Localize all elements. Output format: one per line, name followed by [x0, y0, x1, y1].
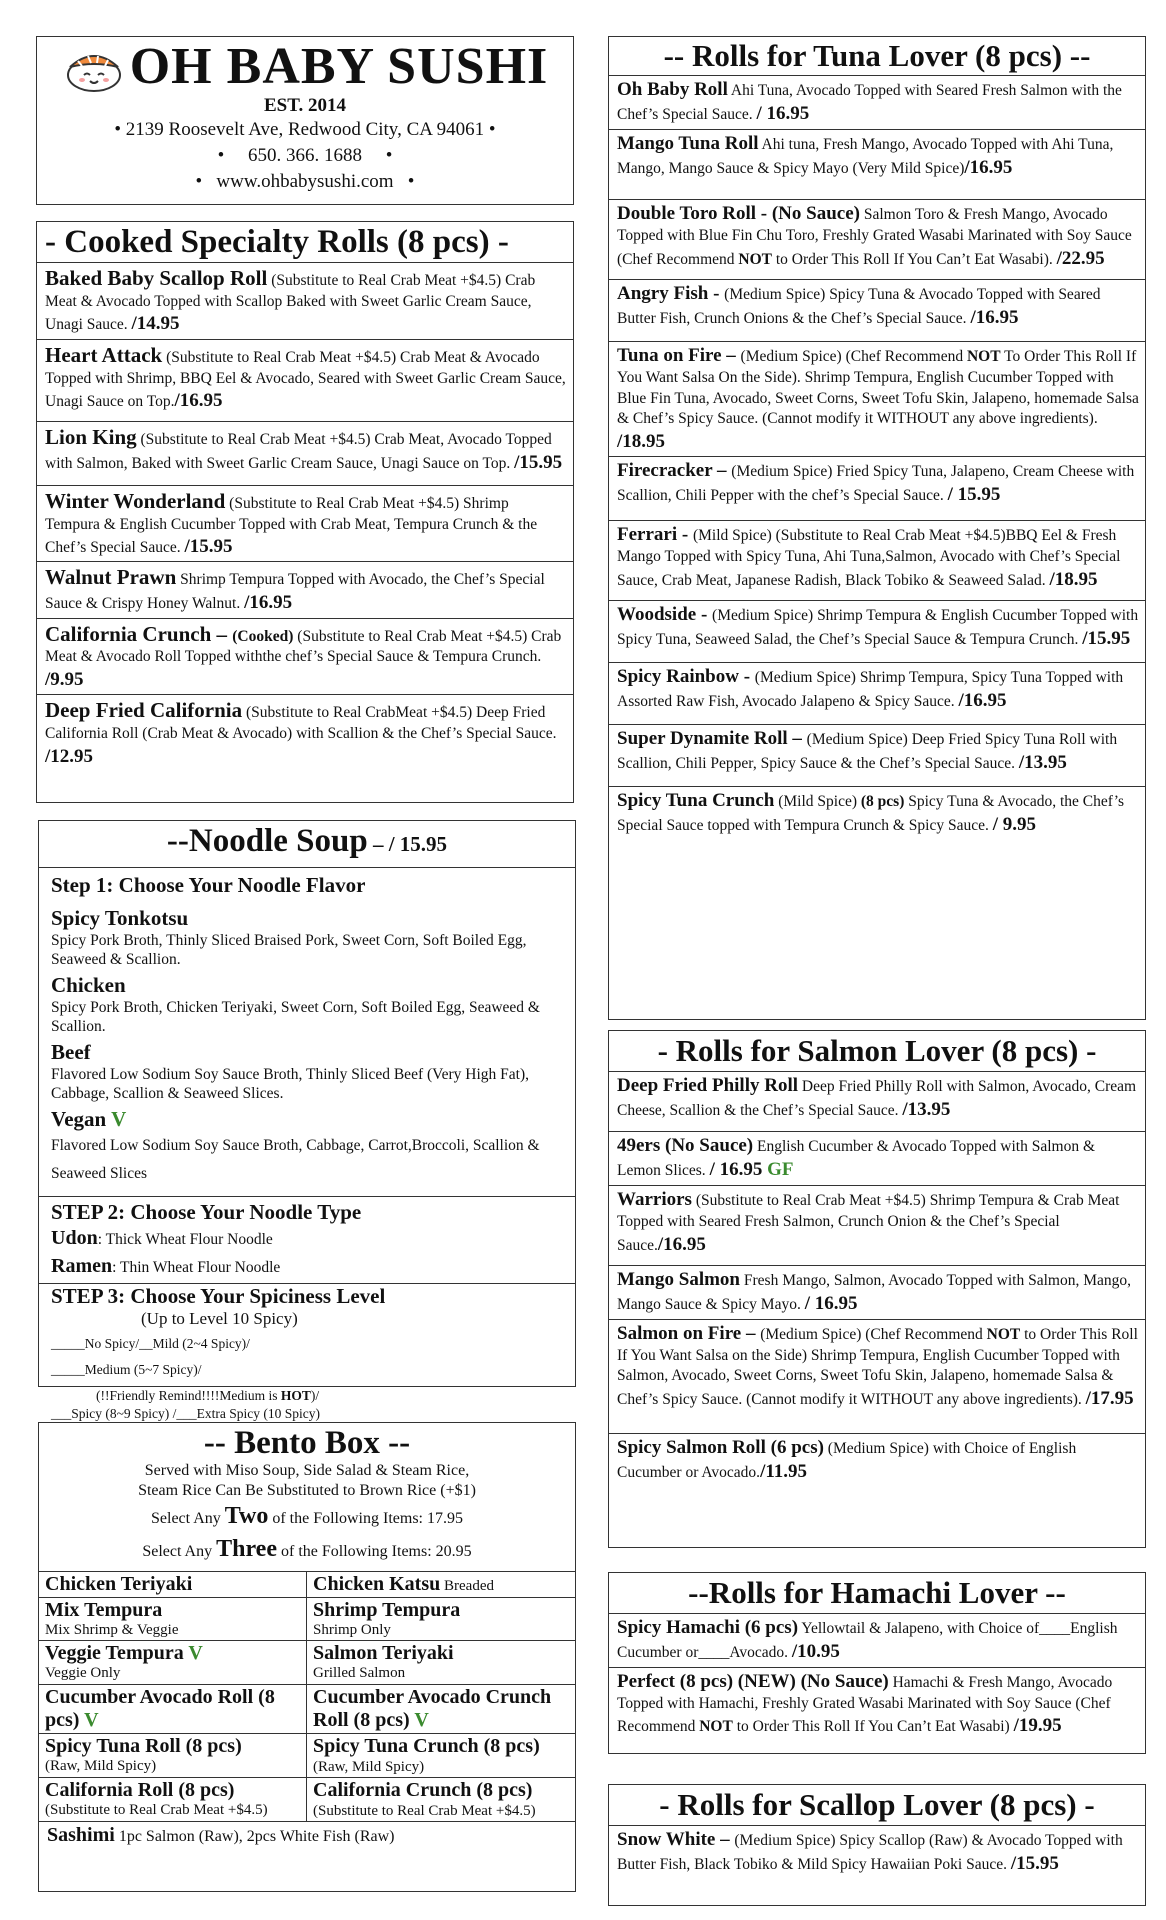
- item-price: /11.95: [760, 1460, 808, 1482]
- item-name: Baked Baby Scallop Roll: [45, 266, 268, 290]
- hamachi-menu-item[interactable]: [609, 1614, 1145, 1668]
- spice-friendly-remind: [51, 1388, 567, 1404]
- item-description: (Substitute to Real Crab Meat +$4.5) Crab Meat & Avocado Topped with Scallop Baked with Sweet Garlic Cream Sauce, Unagi Sauce.: [45, 272, 536, 334]
- item-name: Spicy Salmon Roll (6 pcs): [617, 1436, 824, 1458]
- logo-row: [37, 38, 573, 95]
- item-description: (Substitute to Real Crab Meat +$4.5) Crab Meat & Avocado Roll Topped withthe chef’s Special Sauce & Tempura Crunch.: [45, 627, 562, 666]
- item-emphasis: NOT: [699, 1718, 733, 1736]
- item-description: (Mild Spice): [774, 793, 861, 811]
- item-description: (Medium Spice) Shrimp Tempura, Spicy Tuna Topped with Assorted Raw Fish, Avocado Jalapeno & Spicy Sauce.: [617, 669, 1124, 711]
- scallop-section-title: - Rolls for Scallop Lover (8 pcs) -: [609, 1785, 1145, 1826]
- item-description: (Medium Spice) Spicy Tuna & Avocado Topped with Seared Butter Fish, Crunch Onions & the Chef’s Special Sauce.: [617, 286, 1101, 328]
- noodle-step1-block: [39, 868, 575, 1197]
- remind-text-c: )/: [310, 1388, 320, 1403]
- cooked-menu-item[interactable]: [37, 486, 573, 563]
- select-two-b: Two: [224, 1503, 269, 1529]
- salmon-menu-item[interactable]: [609, 1320, 1145, 1434]
- noodle-step2-title: STEP 2: Choose Your Noodle Type: [51, 1200, 362, 1224]
- bento-option-name: Spicy Tuna Roll (8 pcs): [45, 1734, 242, 1757]
- bento-option[interactable]: [307, 1777, 575, 1821]
- tuna-menu-item[interactable]: [609, 457, 1145, 521]
- spice-option-row-2[interactable]: _____Medium (5~7 Spicy)/: [51, 1362, 202, 1377]
- item-name: Firecracker –: [617, 460, 732, 482]
- bento-option-inline-note: (Raw, Mild Spicy): [313, 1758, 425, 1775]
- noodle-flavor-option[interactable]: [51, 973, 567, 1036]
- item-price: /18.95: [617, 430, 666, 452]
- item-emphasis: NOT: [738, 250, 772, 268]
- item-description: (Substitute to Real Crab Meat +$4.5) Crab Meat, Avocado Topped with Salmon, Baked with Sweet Garlic Cream Sauce, Unagi Sauce on Top.: [45, 430, 552, 472]
- bento-option[interactable]: [39, 1597, 307, 1640]
- bento-option[interactable]: [307, 1597, 575, 1640]
- item-description: Fresh Mango, Salmon, Avocado Topped with Salmon, Mango, Mango Sauce & Spicy Mayo.: [617, 1272, 1131, 1314]
- bento-option-name: Spicy Tuna Crunch (8 pcs): [313, 1734, 540, 1757]
- item-price: /15.95: [184, 536, 233, 557]
- item-note: (Cooked): [232, 627, 294, 645]
- noodle-type-option[interactable]: [51, 1225, 567, 1253]
- item-name: Heart Attack: [45, 342, 163, 367]
- tuna-menu-item[interactable]: [609, 601, 1145, 663]
- salmon-menu-item[interactable]: [609, 1266, 1145, 1320]
- remind-hot: HOT: [280, 1388, 311, 1403]
- tuna-menu-item[interactable]: [609, 521, 1145, 601]
- item-name: Spicy Rainbow -: [617, 666, 755, 688]
- bento-option-name: Mix Tempura: [45, 1599, 163, 1621]
- noodle-title-price: – / 15.95: [367, 832, 448, 856]
- item-name: Deep Fried Philly Roll: [617, 1075, 799, 1096]
- vegan-mark: V: [188, 1642, 203, 1665]
- item-name: Winter Wonderland: [45, 488, 226, 513]
- bento-option-name: Chicken Teriyaki: [45, 1573, 193, 1595]
- item-description: (Medium Spice) Fried Spicy Tuna, Jalapeno, Cream Cheese with Scallion, Chili Pepper with the chef’s Special Sauce.: [617, 463, 1135, 505]
- item-name: Warriors: [617, 1189, 692, 1210]
- item-description: (Substitute to Real CrabMeat +$4.5) Deep Fried California Roll (Crab Meat & Avocado) with Scallion & the Chef’s Special Sauce.: [45, 704, 557, 743]
- salmon-menu-item[interactable]: [609, 1132, 1145, 1186]
- item-description: English Cucumber & Avocado Topped with Salmon & Lemon Slices.: [617, 1138, 1096, 1180]
- bento-option-name: Cucumber Avocado Roll (8 pcs): [45, 1685, 275, 1731]
- tuna-section-title: -- Rolls for Tuna Lover (8 pcs) --: [609, 37, 1145, 76]
- item-price: /16.95: [970, 307, 1019, 329]
- item-price: / 16.95: [756, 103, 810, 125]
- salmon-menu-item[interactable]: [609, 1186, 1145, 1266]
- item-price: /19.95: [1013, 1715, 1062, 1737]
- item-price: /16.95: [964, 157, 1013, 179]
- tuna-menu-item[interactable]: [609, 200, 1145, 280]
- item-price: /17.95: [1085, 1387, 1134, 1409]
- bento-select-two: [39, 1501, 575, 1534]
- bento-option[interactable]: [307, 1640, 575, 1683]
- item-description-cont: Spicy Tuna & Avocado, the Chef’s Special Sauce topped with Tempura Crunch & Spicy Sauce.: [617, 793, 1125, 835]
- item-price: /18.95: [1049, 568, 1098, 590]
- item-description: Ahi tuna, Fresh Mango, Avocado Topped with Ahi Tuna, Mango, Mango Sauce & Spicy Mayo (Very Mild Spice): [617, 136, 1114, 178]
- bento-option-note: Veggie Only: [45, 1665, 121, 1682]
- noodle-flavor-option[interactable]: [51, 1107, 567, 1188]
- item-name: Oh Baby Roll: [617, 79, 728, 100]
- cooked-menu-item[interactable]: [37, 422, 573, 486]
- item-description: (Medium Spice) (Chef Recommend: [760, 1325, 987, 1343]
- bento-option-inline-note: Breaded: [440, 1578, 494, 1594]
- noodle-step2-block: [39, 1197, 575, 1284]
- sashimi-name: Sashimi: [47, 1824, 115, 1847]
- item-name: Angry Fish -: [617, 283, 725, 304]
- item-emphasis: NOT: [966, 348, 1001, 365]
- noodle-title-text: --Noodle Soup: [166, 823, 368, 859]
- bento-section-title: -- Bento Box --: [203, 1425, 411, 1461]
- flavor-name: Vegan: [51, 1107, 112, 1131]
- item-name: Super Dynamite Roll –: [617, 728, 807, 750]
- item-description: (Substitute to Real Crab Meat +$4.5) Shrimp Tempura & Crab Meat Topped with Seared Fresh Salmon, Crunch Onion & the Chef’s Special Sauce.: [617, 1192, 1120, 1254]
- item-name: Lion King: [45, 424, 137, 449]
- vegan-mark: V: [84, 1708, 99, 1731]
- bento-option[interactable]: [307, 1571, 575, 1597]
- established-year: EST. 2014: [263, 95, 346, 116]
- tuna-menu-item[interactable]: [609, 663, 1145, 725]
- item-emphasis: NOT: [986, 1325, 1021, 1343]
- cooked-specialty-section: [36, 221, 574, 803]
- scallop-lover-section: [608, 1784, 1146, 1906]
- bento-option[interactable]: [39, 1571, 307, 1597]
- item-price: / 16.95: [804, 1293, 858, 1315]
- select-three-c: of the Following Items: 20.95: [277, 1543, 472, 1560]
- item-price: /9.95: [45, 668, 84, 690]
- remind-text-a: (!!Friendly Remind!!!!Medium is: [96, 1388, 281, 1403]
- tuna-menu-item[interactable]: [609, 130, 1145, 200]
- item-description: (Mild Spice) (Substitute to Real Crab Meat +$4.5)BBQ Eel & Fresh Mango Topped with Spicy Tuna, Ahi Tuna,Salmon, Avocado with Chef’s Special Sauce, Crab Meat, Japanese Radish, Black Tobiko & Seaweed Salad.: [617, 527, 1121, 589]
- item-description: Yellowtail & Jalapeno, with Choice of____English Cucumber or____Avocado.: [617, 1620, 1118, 1662]
- bento-option-name: Veggie Tempura: [45, 1642, 189, 1665]
- bento-line-2: Steam Rice Can Be Substituted to Brown Rice (+$1): [138, 1482, 476, 1499]
- item-description: Hamachi & Fresh Mango, Avocado Topped with Hamachi, Freshly Grated Wasabi Marinated with Soy Sauce (Chef Recommend: [617, 1673, 1113, 1736]
- restaurant-title: OH BABY SUSHI: [129, 38, 549, 95]
- bento-line-1: Served with Miso Soup, Side Salad & Steam Rice,: [144, 1462, 470, 1479]
- item-price: /16.95: [958, 690, 1007, 712]
- bento-option-note: Shrimp Only: [313, 1622, 391, 1638]
- item-name: Mango Salmon: [617, 1269, 740, 1290]
- flavor-name: Beef: [51, 1040, 91, 1064]
- item-price: /12.95: [45, 745, 94, 767]
- item-name: Deep Fried California: [45, 698, 243, 723]
- item-description-cont: to Order This Roll If You Want Salsa on the Side) Shrimp Tempura, English Cucumber Topped with Salmon, Avocado, Sweet Corns, Sweet Tofu Skin, Jalapeno, homemade Salsa & Chef’s Spicy Sauce. (Cannot modify it WITHOUT any above ingredients).: [617, 1325, 1138, 1408]
- bento-item-grid: [39, 1571, 575, 1821]
- sushi-mascot-icon: [62, 41, 126, 93]
- select-two-c: of the Following Items: 17.95: [268, 1510, 463, 1527]
- item-name: Mango Tuna Roll: [617, 133, 759, 154]
- item-name: California Crunch –: [45, 621, 233, 646]
- item-description: (Medium Spice) Shrimp Tempura & English Cucumber Topped with Spicy Tuna, Seaweed Salad, the Chef’s Special Sauce & Tempura Crunch.: [617, 607, 1139, 649]
- noodle-section-title: [39, 821, 575, 868]
- tuna-menu-item[interactable]: [609, 342, 1145, 457]
- flavor-description: Spicy Pork Broth, Chicken Teriyaki, Sweet Corn, Soft Boiled Egg, Seaweed & Scallion.: [51, 999, 540, 1035]
- item-price: /10.95: [791, 1641, 840, 1663]
- item-description: (Medium Spice) Spicy Scallop (Raw) & Avocado Topped with Butter Fish, Black Tobiko & Mild Spicy Hawaiian Poki Sauce.: [617, 1832, 1123, 1874]
- noodle-step3-subtitle: (Up to Level 10 Spicy): [141, 1309, 298, 1328]
- restaurant-header: [36, 36, 574, 205]
- item-price: /14.95: [131, 313, 180, 335]
- item-name: Ferrari -: [617, 524, 693, 546]
- bento-option-name: California Roll (8 pcs): [45, 1778, 235, 1801]
- bento-option[interactable]: [39, 1684, 307, 1733]
- item-description: (Medium Spice) (Chef Recommend: [740, 348, 967, 365]
- bento-option-note: (Raw, Mild Spicy): [45, 1757, 157, 1774]
- phone: • 650. 366. 1688 •: [217, 145, 393, 166]
- bento-option[interactable]: [307, 1733, 575, 1777]
- cooked-menu-item[interactable]: [37, 340, 573, 422]
- bento-box-section: [38, 1422, 576, 1892]
- tuna-lover-section: [608, 36, 1146, 1020]
- bento-option[interactable]: [307, 1684, 575, 1733]
- item-description: Ahi Tuna, Avocado Topped with Seared Fresh Salmon with the Chef’s Special Sauce.: [617, 82, 1122, 124]
- item-description: (Medium Spice) with Choice of English Cucumber or Avocado.: [617, 1439, 1077, 1481]
- item-name: Spicy Tuna Crunch: [617, 790, 775, 812]
- item-name: 49ers (No Sauce): [617, 1135, 754, 1156]
- item-name: Double Toro Roll - (No Sauce): [617, 203, 860, 224]
- vegan-mark: V: [414, 1708, 429, 1731]
- item-price: /13.95: [1018, 752, 1067, 774]
- noodle-type-desc: : Thick Wheat Flour Noodle: [97, 1231, 273, 1248]
- scallop-menu-item[interactable]: [609, 1826, 1145, 1896]
- noodle-type-desc: : Thin Wheat Flour Noodle: [112, 1259, 281, 1276]
- flavor-name: Spicy Tonkotsu: [51, 906, 189, 930]
- item-price: /15.95: [1010, 1853, 1059, 1875]
- bento-option[interactable]: [39, 1640, 307, 1683]
- item-price: / 15.95: [947, 484, 1001, 506]
- item-price: /16.95: [244, 592, 293, 614]
- salmon-section-title: - Rolls for Salmon Lover (8 pcs) -: [609, 1031, 1145, 1072]
- noodle-flavor-option[interactable]: [51, 1040, 567, 1103]
- item-name: Salmon on Fire –: [617, 1322, 761, 1344]
- bento-option[interactable]: [39, 1777, 307, 1821]
- noodle-type-option[interactable]: [51, 1253, 567, 1281]
- item-description: (Medium Spice) Deep Fried Spicy Tuna Roll with Scallion, Chili Pepper, Spicy Sauce & the Chef’s Special Sauce.: [617, 731, 1118, 773]
- spice-option-row-3[interactable]: ___Spicy (8~9 Spicy) /___Extra Spicy (10 Spicy): [51, 1406, 321, 1421]
- flavor-description: Spicy Pork Broth, Thinly Sliced Braised Pork, Sweet Corn, Soft Boiled Egg, Seaweed & Scallion.: [51, 932, 527, 968]
- bento-option-note: Grilled Salmon: [313, 1665, 406, 1682]
- noodle-type-name: Udon: [51, 1227, 98, 1249]
- item-price: / 9.95: [992, 814, 1036, 836]
- item-price: /16.95: [657, 1233, 706, 1255]
- item-price: /22.95: [1056, 247, 1105, 269]
- noodle-flavor-option[interactable]: [51, 906, 567, 969]
- hamachi-lover-section: [608, 1572, 1146, 1754]
- spice-option-row-1[interactable]: _____No Spicy/__Mild (2~4 Spicy)/: [51, 1336, 250, 1351]
- website: • www.ohbabysushi.com •: [195, 171, 415, 192]
- item-description: Deep Fried Philly Roll with Salmon, Avocado, Cream Cheese, Scallion & the Chef’s Special Sauce.: [617, 1078, 1137, 1120]
- sashimi-desc: 1pc Salmon (Raw), 2pcs White Fish (Raw): [114, 1828, 395, 1846]
- bento-option-name: Salmon Teriyaki: [313, 1642, 454, 1665]
- item-price: /13.95: [902, 1099, 951, 1121]
- cooked-menu-item[interactable]: [37, 695, 573, 771]
- item-price: /16.95: [174, 390, 223, 411]
- item-name: Spicy Hamachi (6 pcs): [617, 1617, 799, 1638]
- noodle-soup-section: [38, 820, 576, 1421]
- cooked-menu-item[interactable]: [37, 619, 573, 696]
- item-name: Woodside -: [617, 604, 713, 626]
- salmon-lover-section: [608, 1030, 1146, 1548]
- cooked-menu-item[interactable]: [37, 263, 573, 340]
- item-price: / 16.95: [709, 1159, 763, 1181]
- bento-option-name: Chicken Katsu: [313, 1573, 441, 1595]
- item-description-cont: to Order This Roll If You Can’t Eat Wasabi).: [771, 250, 1057, 268]
- tuna-menu-item[interactable]: [609, 280, 1145, 342]
- item-price: /15.95: [514, 451, 563, 473]
- address: • 2139 Roosevelt Ave, Redwood City, CA 94061 •: [114, 119, 496, 140]
- hamachi-section-title: --Rolls for Hamachi Lover --: [609, 1573, 1145, 1614]
- flavor-description: Flavored Low Sodium Soy Sauce Broth, Cabbage, Carrot,Broccoli, Scallion & Seaweed Slices: [51, 1137, 540, 1182]
- item-name: Perfect (8 pcs) (NEW) (No Sauce): [617, 1670, 889, 1692]
- item-description: (Substitute to Real Crab Meat +$4.5) Crab Meat & Avocado Topped with Shrimp, BBQ Eel & Avocado, Seared with Sweet Garlic Cream Sauce, Unagi Sauce on Top.: [45, 348, 566, 410]
- flavor-description: Flavored Low Sodium Soy Sauce Broth, Thinly Sliced Beef (Very High Fat), Cabbage, Scallion & Seaweed Slices.: [51, 1066, 530, 1102]
- bento-option-inline-note: (Substitute to Real Crab Meat +$4.5): [313, 1802, 536, 1819]
- bento-option-name: Cucumber Avocado Crunch Roll (8 pcs): [313, 1685, 552, 1731]
- salmon-menu-item[interactable]: [609, 1072, 1145, 1132]
- tuna-menu-item[interactable]: [609, 76, 1145, 130]
- bento-select-three: [39, 1534, 575, 1567]
- item-name: Walnut Prawn: [45, 565, 177, 590]
- select-three-b: Three: [216, 1536, 277, 1562]
- select-three-a: Select Any: [142, 1543, 217, 1560]
- item-price: /15.95: [1082, 628, 1131, 650]
- noodle-type-name: Ramen: [51, 1255, 113, 1277]
- item-description-cont: to Order This Roll If You Can’t Eat Wasabi): [732, 1718, 1014, 1736]
- bento-option-name: Shrimp Tempura: [313, 1599, 461, 1621]
- item-emphasis: (8 pcs): [860, 793, 905, 811]
- gluten-free-mark: GF: [762, 1159, 794, 1181]
- item-description: Shrimp Tempura Topped with Avocado, the Chef’s Special Sauce & Crispy Honey Walnut.: [45, 571, 545, 613]
- tuna-menu-item[interactable]: [609, 725, 1145, 787]
- hamachi-menu-item[interactable]: [609, 1668, 1145, 1758]
- noodle-step3-title: STEP 3: Choose Your Spiciness Level: [51, 1284, 386, 1308]
- vegan-mark: V: [111, 1107, 127, 1131]
- salmon-menu-item[interactable]: [609, 1434, 1145, 1487]
- bento-sashimi-row[interactable]: [39, 1821, 575, 1849]
- bento-option-name: California Crunch (8 pcs): [313, 1778, 533, 1801]
- item-description: (Substitute to Real Crab Meat +$4.5) Shrimp Tempura & English Cucumber Topped with Crab Meat, Tempura Crunch & the Chef’s Special Sauce.: [45, 494, 538, 556]
- cooked-menu-item[interactable]: [37, 562, 573, 618]
- bento-option-note: (Substitute to Real Crab Meat +$4.5): [45, 1801, 268, 1818]
- select-two-a: Select Any: [151, 1510, 225, 1527]
- item-name: Tuna on Fire –: [617, 345, 741, 366]
- item-description-cont: To Order This Roll If You Want Salsa On the Side). Shrimp Tempura, English Cucumber Topped with Blue Fin Tuna, Avocado, Sweet Corns, Sweet Tofu Skin, Jalapeno, homemade Salsa & Chef’s Spicy Sauce. (Cannot modify it WITHOUT any above ingredients).: [617, 348, 1139, 428]
- tuna-menu-item[interactable]: [609, 787, 1145, 849]
- noodle-step3-block: [39, 1284, 575, 1424]
- bento-option[interactable]: [39, 1733, 307, 1777]
- item-name: Snow White –: [617, 1829, 735, 1850]
- bento-option-note: Mix Shrimp & Veggie: [45, 1622, 179, 1638]
- flavor-name: Chicken: [51, 973, 126, 997]
- item-description: Salmon Toro & Fresh Mango, Avocado Topped with Blue Fin Chu Toro, Freshly Grated Wasabi Marinated with Soy Sauce (Chef Recommend: [617, 206, 1132, 268]
- cooked-section-title: - Cooked Specialty Rolls (8 pcs) -: [37, 222, 573, 263]
- noodle-step1-title: Step 1: Choose Your Noodle Flavor: [51, 873, 366, 897]
